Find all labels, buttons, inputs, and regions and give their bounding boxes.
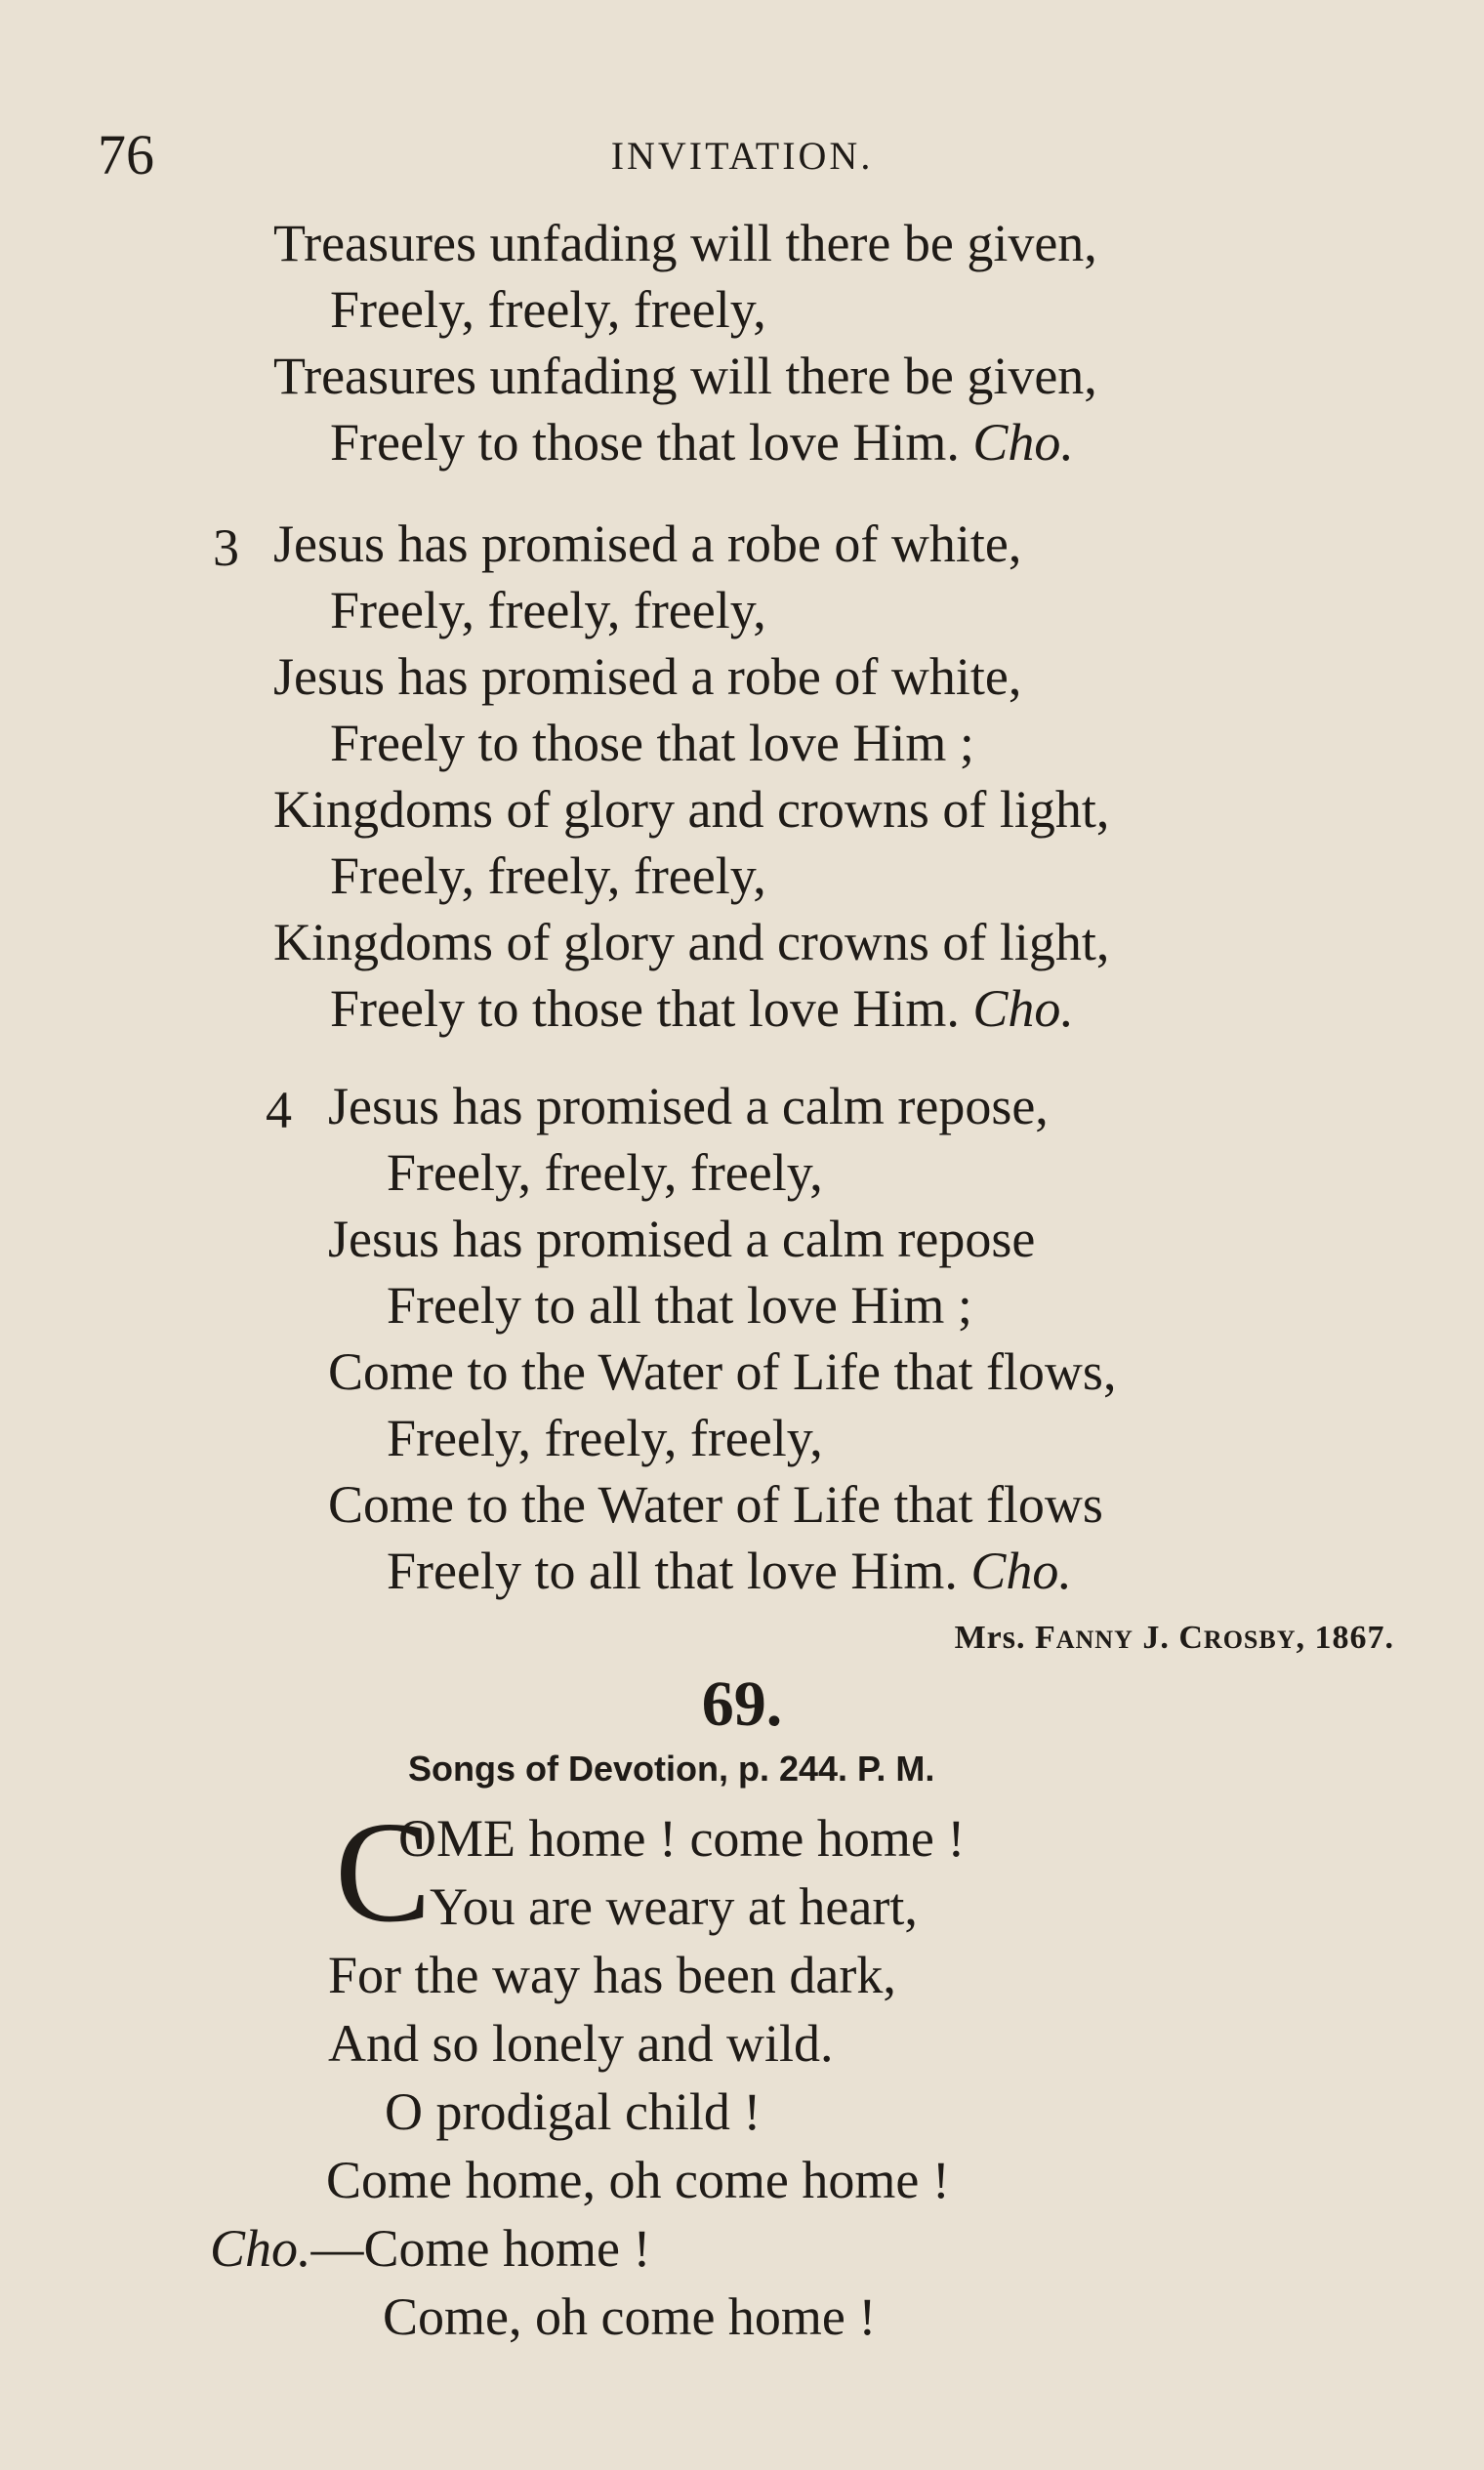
verse-line: Jesus has promised a calm repose xyxy=(328,1210,1036,1268)
chorus-marker: Cho. xyxy=(972,979,1074,1038)
chorus-line: Cho.—Come home ! xyxy=(210,2219,651,2278)
verse-line: Jesus has promised a robe of white, xyxy=(273,515,1022,573)
hymn-number: 69. xyxy=(701,1668,783,1740)
verse-line: Freely, freely, freely, xyxy=(387,1409,823,1467)
verse-line: Kingdoms of glory and crowns of light, xyxy=(273,913,1110,971)
verse-line: Come to the Water of Life that flows, xyxy=(328,1342,1117,1401)
verse-line: Freely, freely, freely, xyxy=(330,846,766,905)
chorus-marker: Cho. xyxy=(970,1542,1072,1600)
stanza-number: 3 xyxy=(213,518,239,577)
verse-line: Come to the Water of Life that flows xyxy=(328,1475,1103,1534)
author-attribution: Mrs. FANNY J. CROSBY, 1867. xyxy=(954,1620,1394,1656)
verse-line: Freely to those that love Him. Cho. xyxy=(330,413,1074,472)
running-head: INVITATION. xyxy=(610,134,874,178)
tune-source: Songs of Devotion, p. 244. P. M. xyxy=(408,1749,935,1789)
verse-line: Freely to those that love Him. Cho. xyxy=(330,979,1074,1038)
verse-line: Jesus has promised a robe of white, xyxy=(273,647,1022,706)
verse-line: Freely, freely, freely, xyxy=(330,280,766,339)
verse-line: Freely, freely, freely, xyxy=(330,581,766,639)
verse-line: You are weary at heart, xyxy=(430,1877,918,1936)
verse-line: Freely to those that love Him ; xyxy=(330,714,974,772)
verse-line: Freely, freely, freely, xyxy=(387,1143,823,1202)
chorus-label: Cho. xyxy=(210,2219,311,2278)
stanza-number: 4 xyxy=(266,1081,292,1139)
verse-line: O prodigal child ! xyxy=(385,2082,762,2141)
verse-line: Kingdoms of glory and crowns of light, xyxy=(273,780,1110,839)
verse-line: Come home, oh come home ! xyxy=(326,2151,950,2209)
verse-line: For the way has been dark, xyxy=(328,1946,896,2004)
verse-line: Treasures unfading will there be given, xyxy=(273,347,1097,405)
verse-line: Freely to all that love Him ; xyxy=(387,1276,972,1335)
verse-line: And so lonely and wild. xyxy=(328,2014,834,2073)
verse-line: Freely to all that love Him. Cho. xyxy=(387,1542,1072,1600)
page-number: 76 xyxy=(98,123,154,186)
chorus-marker: Cho. xyxy=(972,413,1074,472)
verse-line: Treasures unfading will there be given, xyxy=(273,214,1097,272)
chorus-line: Come, oh come home ! xyxy=(383,2287,877,2346)
drop-cap: C xyxy=(335,1792,432,1953)
verse-line: OME home ! come home ! xyxy=(398,1809,966,1868)
verse-line: Jesus has promised a calm repose, xyxy=(328,1077,1049,1135)
